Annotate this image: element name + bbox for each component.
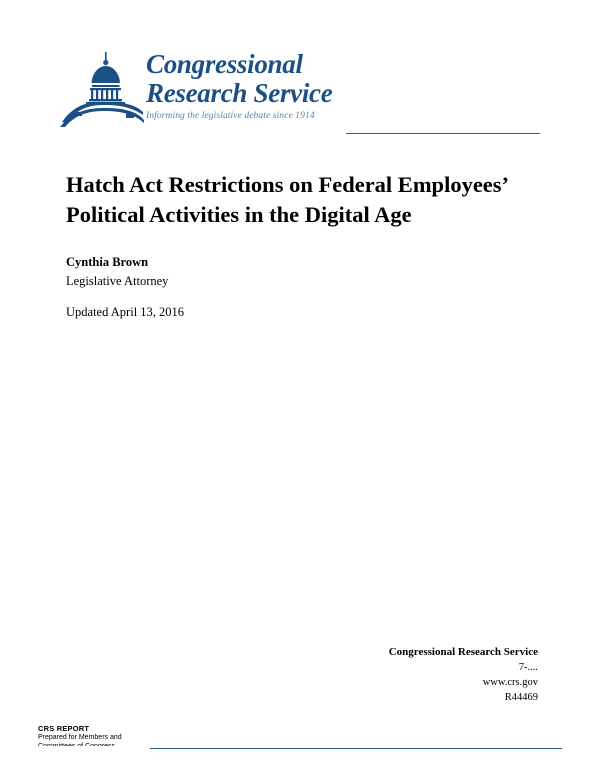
- wordmark-line-congressional: Congressional: [146, 49, 303, 79]
- footer-report-number: R44469: [504, 692, 538, 703]
- crs-report-label: CRS REPORT: [38, 724, 90, 733]
- crs-masthead: [60, 48, 540, 144]
- document-date: Updated April 13, 2016: [66, 305, 185, 319]
- footer-phone: 7-....: [518, 662, 538, 673]
- page-title: Hatch Act Restrictions on Federal Employees’ Political Activities in the Digital Age: [66, 172, 508, 227]
- masthead-divider-mask: [60, 132, 346, 135]
- wordmark-line-research-service: Research Service: [146, 78, 333, 108]
- masthead-tagline: Informing the legislative debate since 1914: [146, 111, 315, 121]
- crs-report-subline-1: Prepared for Members and: [38, 734, 122, 741]
- footer-website: www.crs.gov: [482, 677, 538, 688]
- crs-wordmark: [146, 50, 406, 121]
- author-name: Cynthia Brown: [66, 255, 149, 269]
- footer-info-block: [298, 644, 538, 705]
- footer-organization: Congressional Research Service: [388, 646, 538, 658]
- crs-capitol-dome-icon: [60, 50, 144, 128]
- author-job-title: Legislative Attorney: [66, 274, 169, 288]
- bottom-divider-mask: [38, 746, 150, 750]
